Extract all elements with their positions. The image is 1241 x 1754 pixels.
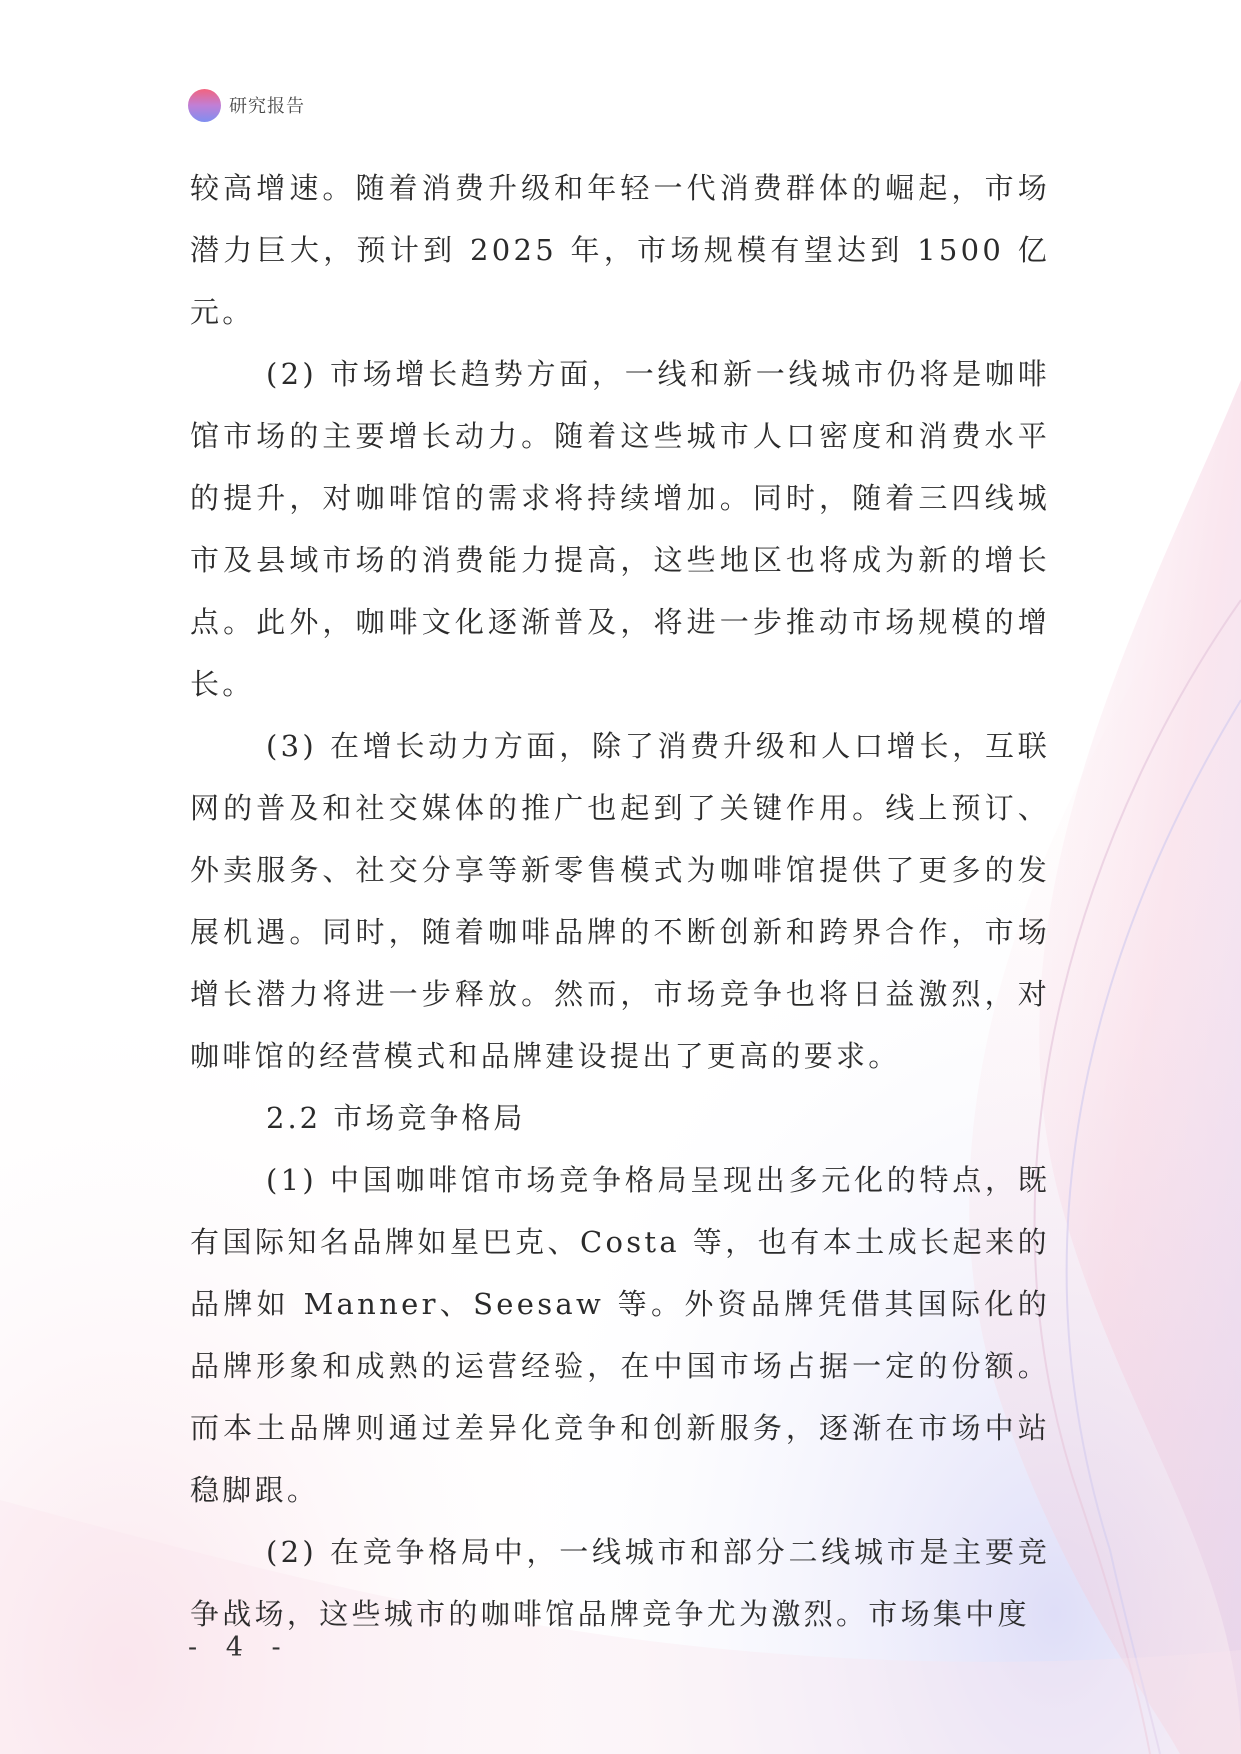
paragraph-competition-1: (1) 中国咖啡馆市场竞争格局呈现出多元化的特点，既有国际知名品牌如星巴克、Costa 等，也有本土成长起来的品牌如 Manner、Seesaw 等。外资品牌凭借其国际化的品牌形象和成熟的运营经验，在中国市场占据一定的份额。而本土品牌则通过差异化竞争和创新服务，逐渐在市场中站稳脚跟。	[190, 1163, 1050, 1507]
document-body	[190, 157, 1050, 1645]
paragraph-continuation: 较高增速。随着消费升级和年轻一代消费群体的崛起，市场潜力巨大，预计到 2025 年，市场规模有望达到 1500 亿元。	[190, 171, 1050, 329]
paragraph-competition-2: (2) 在竞争格局中，一线城市和部分二线城市是主要竞争战场，这些城市的咖啡馆品牌竞争尤为激烈。市场集中度	[190, 1535, 1050, 1631]
paragraph-growth-drivers: (3) 在增长动力方面，除了消费升级和人口增长，互联网的普及和社交媒体的推广也起到了关键作用。线上预订、外卖服务、社交分享等新零售模式为咖啡馆提供了更多的发展机遇。同时，随着咖啡品牌的不断创新和跨界合作，市场增长潜力将进一步释放。然而，市场竞争也将日益激烈，对咖啡馆的经营模式和品牌建设提出了更高的要求。	[190, 729, 1050, 1073]
page-number: - 4 -	[188, 1632, 291, 1663]
section-heading: 2.2 市场竞争格局	[266, 1101, 526, 1135]
page-header	[188, 88, 305, 122]
header-label: 研究报告	[229, 96, 305, 117]
report-logo-icon	[188, 89, 221, 122]
paragraph-growth-trend: (2) 市场增长趋势方面，一线和新一线城市仍将是咖啡馆市场的主要增长动力。随着这些城市人口密度和消费水平的提升，对咖啡馆的需求将持续增加。同时，随着三四线城市及县域市场的消费能力提高，这些地区也将成为新的增长点。此外，咖啡文化逐渐普及，将进一步推动市场规模的增长。	[190, 357, 1050, 701]
